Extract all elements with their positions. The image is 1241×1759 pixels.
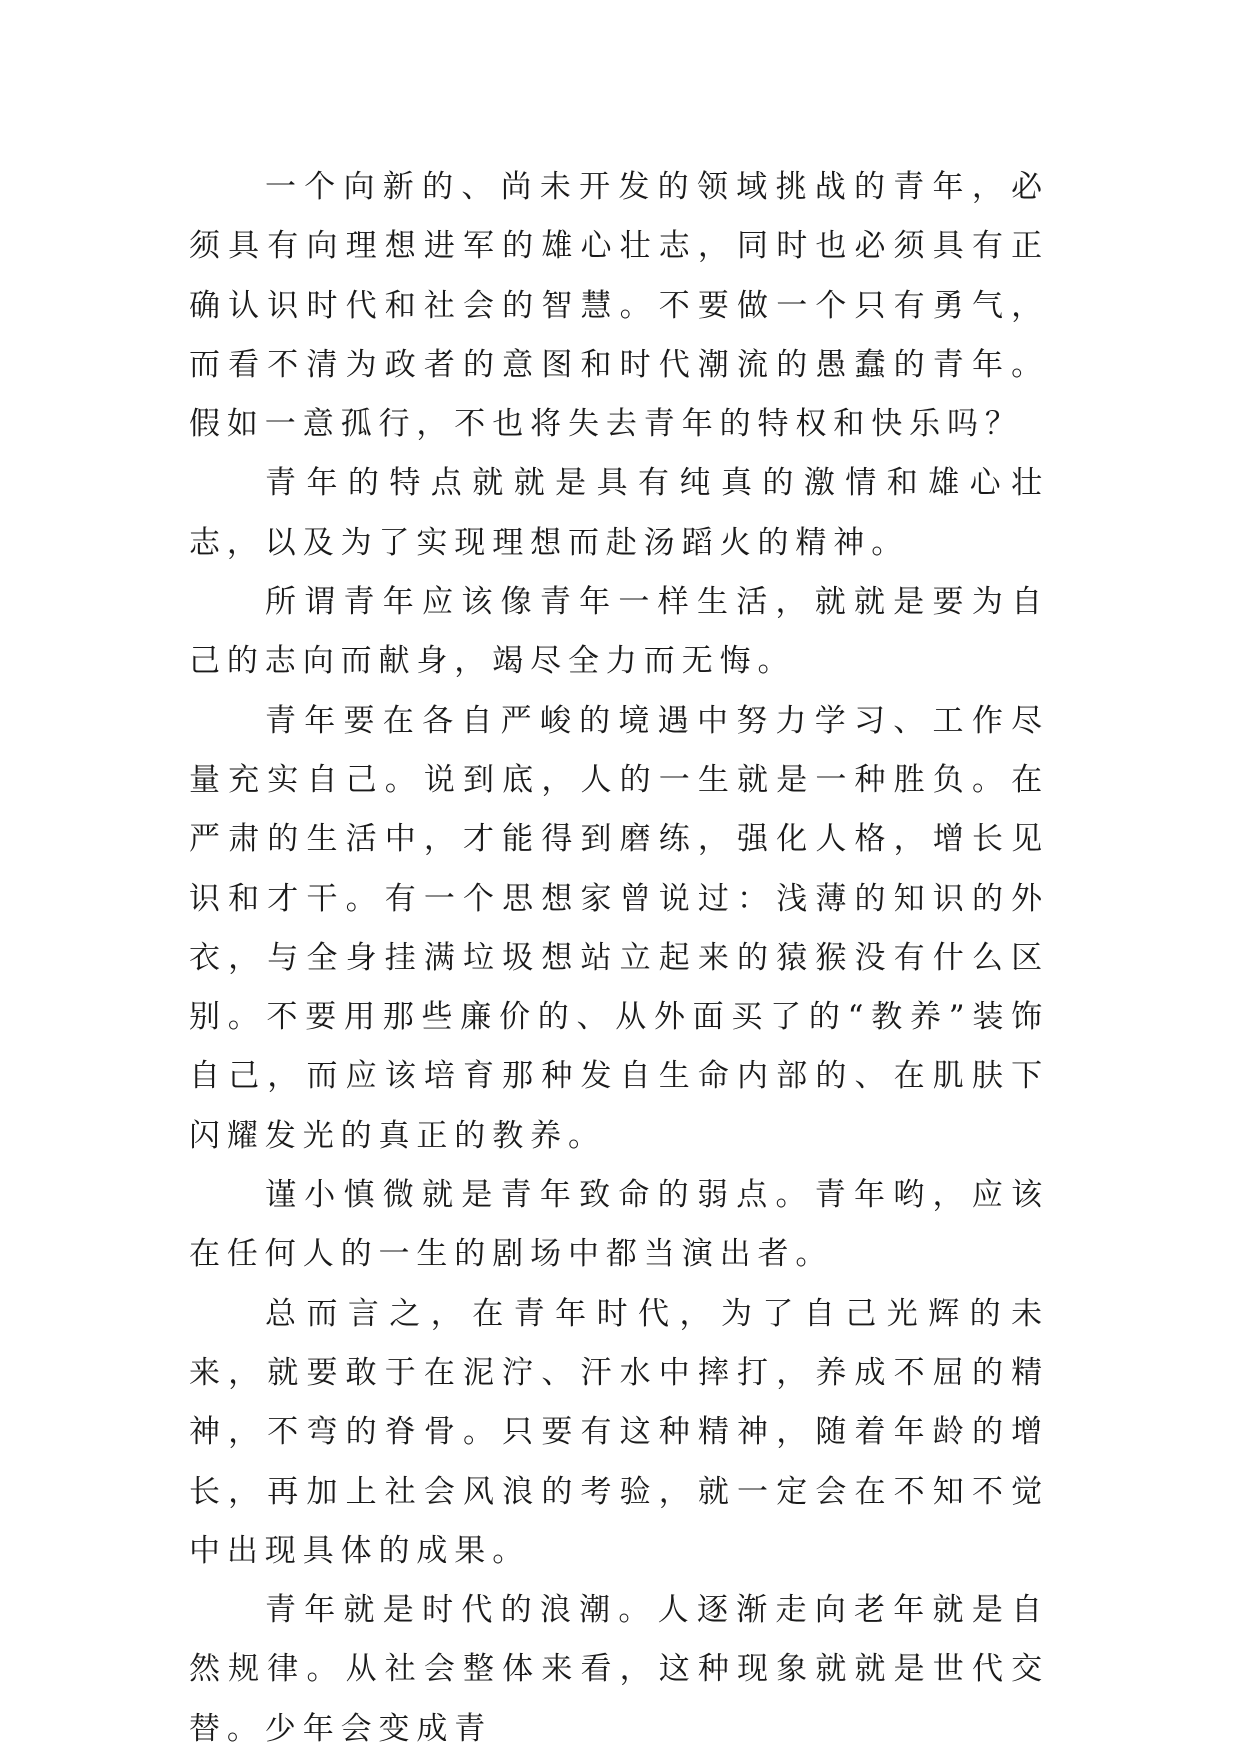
paragraph-4: 青年要在各自严峻的境遇中努力学习、工作尽量充实自己。说到底，人的一生就是一种胜负。在严肃的生活中，才能得到磨练，强化人格，增长见识和才干。有一个思想家曾说过：浅薄的知识的外衣，与全身挂满垃圾想站立起来的猿猴没有什么区别。不要用那些廉价的、从外面买了的“教养”装饰自己，而应该培育那种发自生命内部的、在肌肤下闪耀发光的真正的教养。	[189, 702, 1049, 1154]
document-body	[189, 158, 1049, 1759]
paragraph-5: 谨小慎微就是青年致命的弱点。青年哟，应该在任何人的一生的剧场中都当演出者。	[189, 1177, 1049, 1273]
paragraph-3: 所谓青年应该像青年一样生活，就就是要为自己的志向而献身，竭尽全力而无悔。	[189, 584, 1049, 680]
paragraph-6: 总而言之，在青年时代，为了自己光辉的未来，就要敢于在泥泞、汗水中摔打，养成不屈的精神，不弯的脊骨。只要有这种精神，随着年龄的增长，再加上社会风浪的考验，就一定会在不知不觉中出现具体的成果。	[189, 1295, 1049, 1569]
paragraph-2: 青年的特点就就是具有纯真的激情和雄心壮志，以及为了实现理想而赴汤蹈火的精神。	[189, 465, 1049, 561]
paragraph-7: 青年就是时代的浪潮。人逐渐走向老年就是自然规律。从社会整体来看，这种现象就就是世代交替。少年会变成青	[189, 1592, 1049, 1747]
paragraph-1: 一个向新的、尚未开发的领域挑战的青年，必须具有向理想进军的雄心壮志，同时也必须具有正确认识时代和社会的智慧。不要做一个只有勇气，而看不清为政者的意图和时代潮流的愚蠢的青年。假如一意孤行，不也将失去青年的特权和快乐吗？	[189, 169, 1049, 443]
